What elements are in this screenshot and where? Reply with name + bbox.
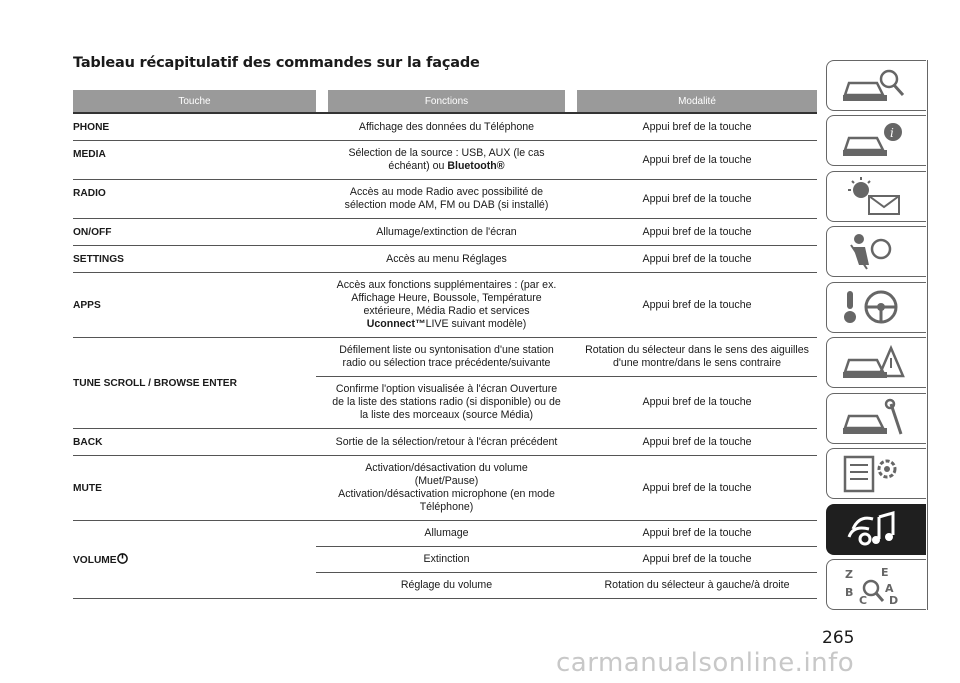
key-tune-scroll: TUNE SCROLL / BROWSE ENTER [73,338,316,429]
function-cell: Extinction [328,547,565,573]
svg-text:B: B [845,586,854,599]
function-cell: Accès au mode Radio avec possibilité de sélection mode AM, FM ou DAB (si installé) [328,180,565,219]
car-info-icon [839,120,909,162]
header-modalite: Modalité [577,90,817,114]
multimedia-icon [839,509,909,551]
tab-car-info[interactable] [826,115,926,166]
function-text: Sélection de la source : USB, AUX (le cas échéant) ou [348,147,545,172]
table-row [73,219,817,246]
function-cell: Sortie de la sélection/retour à l'écran précédent [328,429,565,456]
watermark: carmanualsonline.info [556,648,855,678]
key-phone: PHONE [73,114,316,141]
power-icon [117,553,128,564]
table-row [73,273,817,338]
header-fonctions: Fonctions [328,90,565,114]
table-row [73,246,817,273]
key-radio: RADIO [73,180,316,219]
table-row [73,114,817,141]
mode-cell: Appui bref de la touche [577,219,817,246]
function-text: Activation/désactivation du volume (Muet/Pause) [365,462,528,487]
key-onoff: ON/OFF [73,219,316,246]
tab-airbag-seat[interactable] [826,226,926,277]
specs-gear-icon [839,453,909,495]
car-service-icon [839,398,909,440]
mode-cell: Rotation du sélecteur dans le sens des aiguilles d'une montre/dans le sens contraire [577,338,817,377]
commands-table [73,90,817,599]
mode-cell: Appui bref de la touche [577,114,817,141]
key-volume-label: VOLUME [73,555,117,566]
table-row [73,338,817,377]
function-cell: Confirme l'option visualisée à l'écran Ouverture de la liste des stations radio (si disponible) ou de la liste des morceaux (source Média) [328,377,565,429]
brand-name: Uconnect™ [366,318,426,330]
index-letters-icon [839,564,909,606]
function-cell: Allumage [328,521,565,547]
tab-index[interactable] [826,559,926,610]
tab-car-search[interactable] [826,60,926,111]
steering-wheel-icon [839,287,909,329]
page-number: 265 [822,628,855,648]
mode-cell: Appui bref de la touche [577,456,817,521]
table-row [73,429,817,456]
key-back: BACK [73,429,316,456]
key-volume [73,521,316,599]
function-text: Activation/désactivation microphone (en mode Téléphone) [338,488,555,513]
mode-cell: Appui bref de la touche [577,547,817,573]
tab-specs[interactable] [826,448,926,499]
function-cell [328,456,565,521]
mode-cell: Appui bref de la touche [577,141,817,180]
airbag-seat-icon [839,231,909,273]
page-title: Tableau récapitulatif des commandes sur la façade [73,55,480,71]
tab-steering-wheel[interactable] [826,282,926,333]
warning-lights-icon [839,176,909,218]
table-row [73,521,817,547]
mode-cell: Appui bref de la touche [577,521,817,547]
function-text: Accès aux fonctions supplémentaires : (par ex. Affichage Heure, Boussole, Température extérieure, Média Radio et services [336,279,557,317]
function-cell: Allumage/extinction de l'écran [328,219,565,246]
svg-text:Z: Z [845,568,853,581]
car-search-icon [839,65,909,107]
svg-text:i: i [890,126,894,140]
function-cell: Défilement liste ou syntonisation d'une station radio ou sélection trace précédente/suivante [328,338,565,377]
svg-text:D: D [889,594,899,606]
tab-warning-lights[interactable] [826,171,926,222]
key-apps: APPS [73,273,316,338]
function-cell: Affichage des données du Téléphone [328,114,565,141]
function-cell: Réglage du volume [328,573,565,599]
car-breakdown-icon [839,342,909,384]
mode-cell: Appui bref de la touche [577,246,817,273]
chapter-tabs [826,60,928,610]
mode-cell: Appui bref de la touche [577,377,817,429]
header-touche: Touche [73,90,316,114]
tab-multimedia[interactable] [826,504,926,555]
table-row [73,141,817,180]
brand-name: Bluetooth® [447,160,505,172]
svg-text:A: A [885,582,894,595]
function-cell: Accès au menu Réglages [328,246,565,273]
table-row [73,180,817,219]
mode-cell: Appui bref de la touche [577,180,817,219]
function-cell [328,141,565,180]
table-row [73,456,817,521]
mode-cell: Appui bref de la touche [577,273,817,338]
function-cell [328,273,565,338]
mode-cell: Rotation du sélecteur à gauche/à droite [577,573,817,599]
key-media: MEDIA [73,141,316,180]
key-settings: SETTINGS [73,246,316,273]
function-text: LIVE suivant modèle) [425,318,527,330]
tab-car-service[interactable] [826,393,926,444]
key-mute: MUTE [73,456,316,521]
svg-text:C: C [859,594,868,606]
tab-car-breakdown[interactable] [826,337,926,388]
mode-cell: Appui bref de la touche [577,429,817,456]
svg-text:E: E [881,566,889,579]
